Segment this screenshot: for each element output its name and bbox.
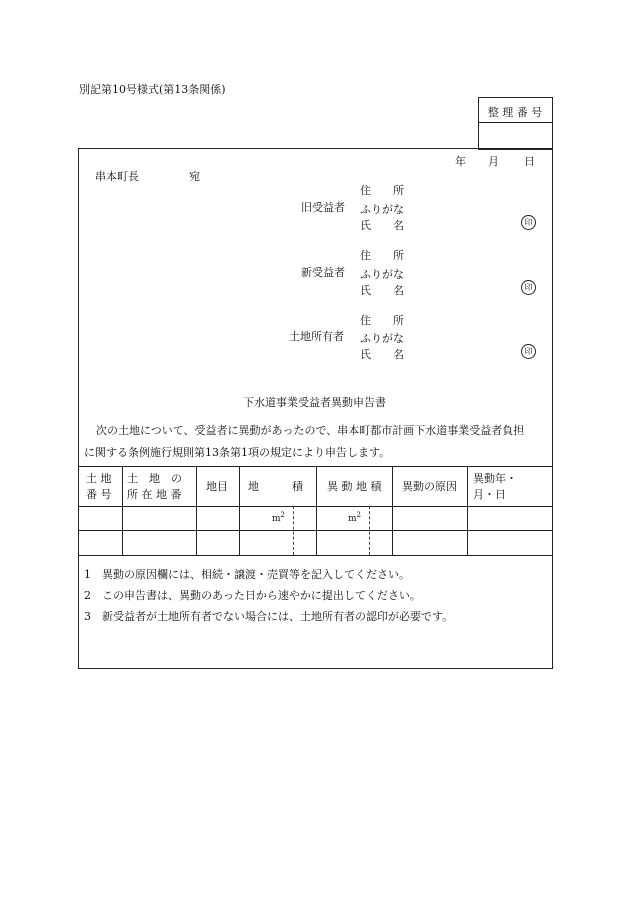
header-land-category: 地目 bbox=[206, 480, 228, 493]
header-land-number-line1: 土 地 bbox=[86, 472, 112, 485]
party-furigana-label: ふりがな bbox=[360, 268, 404, 281]
note-item: 1 異動の原因欄には、相続・譲渡・売買等を記入してください。 bbox=[84, 568, 410, 581]
body-text-line-2: に関する条例施行規則第13条第1項の規定により申告します。 bbox=[84, 446, 391, 459]
date-year[interactable]: 年 bbox=[455, 155, 466, 168]
header-change-reason: 異動の原因 bbox=[402, 480, 457, 493]
note-item: 2 この申告書は、異動のあった日から速やかに提出してください。 bbox=[84, 589, 421, 602]
header-changed-area: 異 動 地 積 bbox=[327, 480, 382, 493]
form-label: 別記第10号様式(第13条関係) bbox=[79, 83, 226, 96]
date-day[interactable]: 日 bbox=[524, 155, 535, 168]
header-location-line2: 所 在 地 番 bbox=[127, 488, 182, 501]
table-column-divider bbox=[239, 466, 240, 555]
party-address-label: 住 所 bbox=[360, 184, 404, 197]
header-location-line1: 土 地 の bbox=[127, 472, 182, 485]
party-name-label: 氏 名 bbox=[360, 284, 404, 297]
header-land-number-line2: 番 号 bbox=[86, 488, 112, 501]
reference-number-value[interactable] bbox=[482, 128, 548, 144]
seal-icon: 印 bbox=[521, 280, 536, 295]
table-dashed-divider bbox=[369, 506, 370, 555]
party-role-land-owner: 土地所有者 bbox=[289, 330, 344, 343]
table-column-divider bbox=[196, 466, 197, 555]
party-address-label: 住 所 bbox=[360, 314, 404, 327]
party-role-old-beneficiary: 旧受益者 bbox=[301, 201, 345, 214]
table-header-bottom bbox=[78, 506, 552, 507]
party-furigana-label: ふりがな bbox=[360, 203, 404, 216]
seal-icon: 印 bbox=[521, 344, 536, 359]
party-role-new-beneficiary: 新受益者 bbox=[301, 266, 345, 279]
note-item: 3 新受益者が土地所有者でない場合には、土地所有者の認印が必要です。 bbox=[84, 610, 454, 623]
table-column-divider bbox=[316, 466, 317, 555]
party-address-label: 住 所 bbox=[360, 249, 404, 262]
addressee-name: 串本町長 bbox=[95, 170, 139, 183]
table-bottom-border bbox=[78, 555, 552, 556]
table-row-divider bbox=[78, 530, 552, 531]
header-land-area: 地 積 bbox=[248, 480, 303, 493]
party-furigana-label: ふりがな bbox=[360, 332, 404, 345]
date-month[interactable]: 月 bbox=[488, 155, 499, 168]
unit-square-meter: $m^2$ bbox=[348, 511, 362, 524]
table-column-divider bbox=[122, 466, 123, 555]
addressee-suffix: 宛 bbox=[189, 170, 200, 183]
form-title: 下水道事業受益者異動申告書 bbox=[243, 396, 386, 409]
body-text-line-1: 次の土地について、受益者に異動があったので、串本町都市計画下水道事業受益者負担 bbox=[96, 424, 525, 437]
header-change-date-line1: 異動年・ bbox=[473, 472, 517, 485]
table-dashed-divider bbox=[293, 506, 294, 555]
party-name-label: 氏 名 bbox=[360, 219, 404, 232]
reference-number-label: 整 理 番 号 bbox=[487, 106, 543, 119]
seal-icon: 印 bbox=[521, 215, 536, 230]
ref-box-divider bbox=[478, 122, 552, 123]
party-name-label: 氏 名 bbox=[360, 348, 404, 361]
header-change-date-line2: 月・日 bbox=[473, 488, 506, 501]
table-top-border bbox=[78, 466, 552, 467]
table-column-divider bbox=[467, 466, 468, 555]
unit-square-meter: $m^2$ bbox=[272, 511, 286, 524]
table-column-divider bbox=[392, 466, 393, 555]
